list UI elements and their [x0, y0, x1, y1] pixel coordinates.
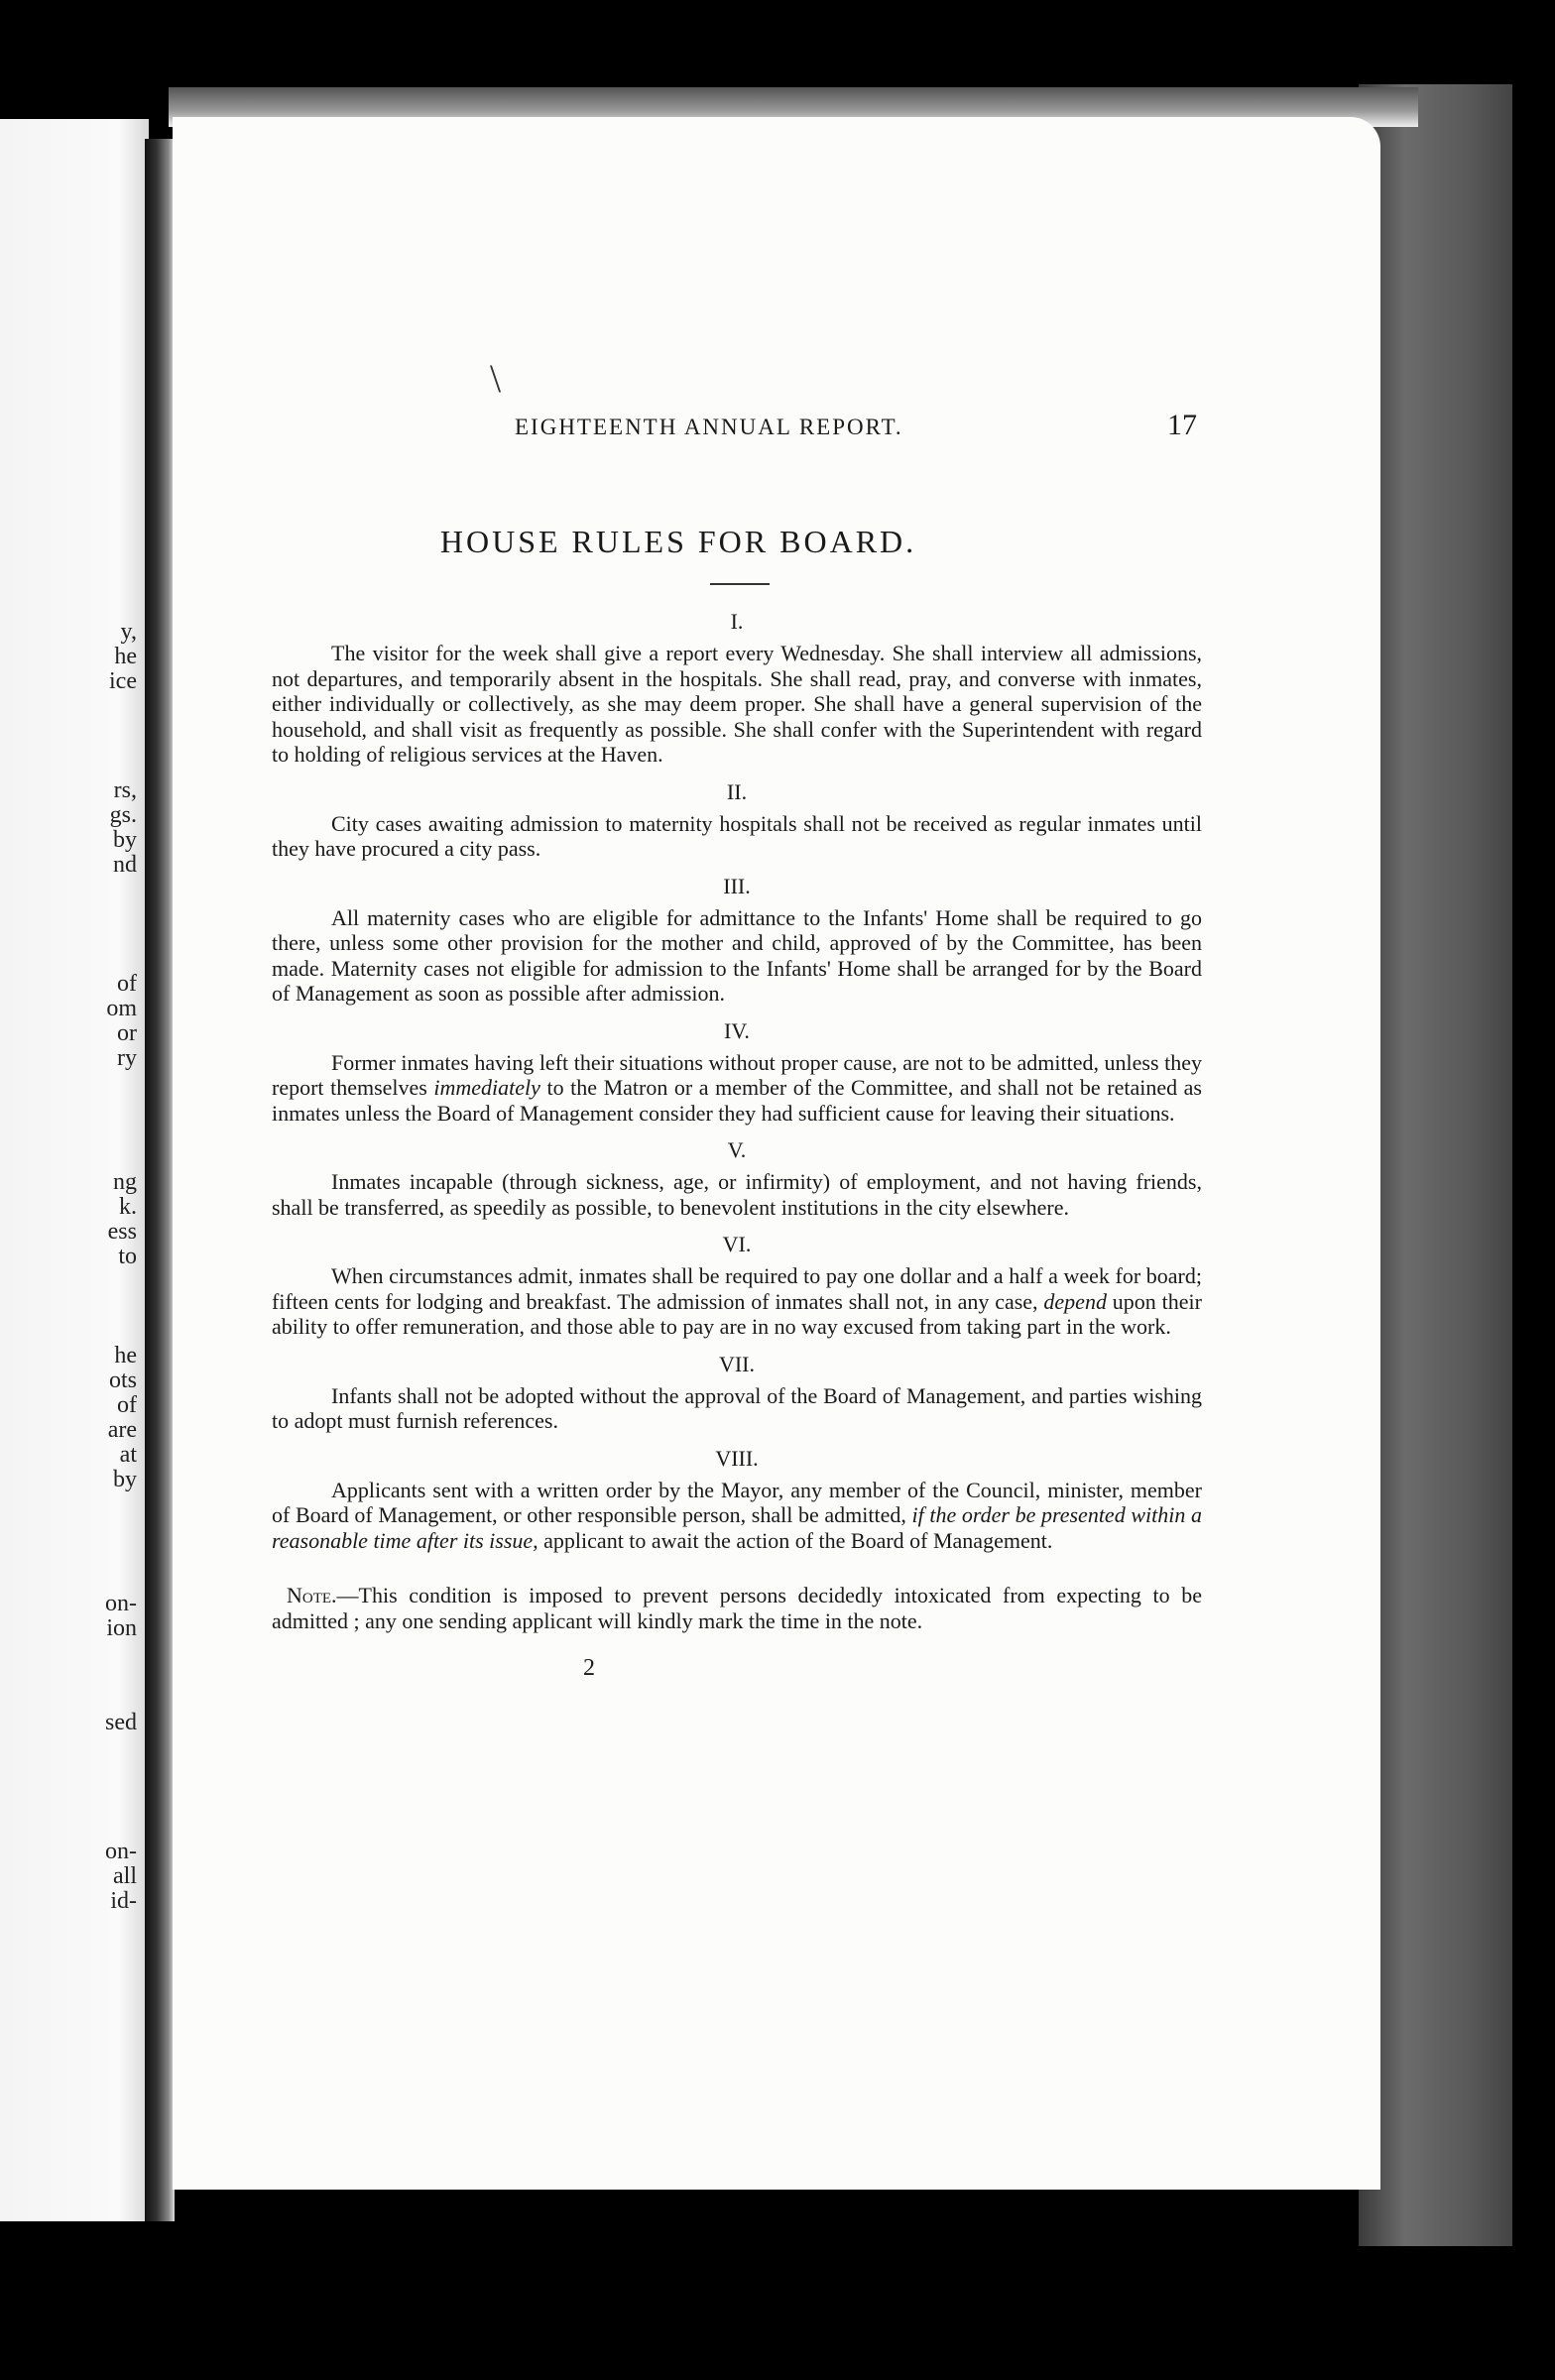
fragment-line: to — [118, 1244, 137, 1269]
rule-text — [272, 1263, 1202, 1340]
fragment-line: are — [107, 1417, 137, 1443]
page-number: 17 — [1167, 409, 1197, 441]
rule-text — [272, 1050, 1202, 1127]
fragment-line: all — [113, 1863, 137, 1889]
rule-text-part: applicant to await the action of the Board of Management. — [538, 1527, 1053, 1553]
rule-item — [272, 1135, 1202, 1220]
previous-page-fragment — [0, 119, 149, 2221]
rule-text — [272, 1478, 1202, 1554]
rule-text-part: upon their ability to offer remuneration, and those able to pay are in no way excused from taking part in the work. — [272, 1288, 1202, 1339]
fragment-line: rs, — [113, 777, 137, 803]
rule-item — [272, 607, 1202, 768]
rule-text: The visitor for the week shall give a report every Wednesday. She shall interview all admissions, not departures, and temporarily absent in the hospitals. She shall read, pray, and converse with inmates, either individually or collectively, as she may deem proper. She shall have a general supervision of the household, and shall visit as frequently as possible. She shall confer with the Superintendent with regard to holding of religious services at the Haven. — [272, 641, 1202, 767]
document-page — [173, 117, 1380, 2190]
rule-text: All maternity cases who are eligible for admittance to the Infants' Home shall be required to go there, unless some other provision for the mother and child, approved of by the Committee, has been made. Maternity cases not eligible for admission to the Infants' Home shall be arranged for by the Board of Management as soon as possible after admission. — [272, 904, 1202, 1006]
rule-text-part: to the Matron or a member of the Committee, and shall not be retained as inmates unless the Board of Management consider they had sufficient cause for leaving their situations. — [272, 1075, 1202, 1126]
fragment-line: id- — [110, 1888, 137, 1914]
back-cover-board — [1359, 84, 1512, 2246]
rule-numeral: V. — [727, 1137, 747, 1162]
rule-text: Inmates incapable (through sickness, age, or infirmity) of employment, and not having friends, shall be transferred, as speedily as possible, to benevolent institutions in the city elsewhere. — [272, 1169, 1202, 1220]
fragment-line: by — [113, 1467, 137, 1492]
pencil-mark-icon: \ — [490, 356, 502, 401]
fragment-line: of — [117, 1392, 137, 1418]
rule-item — [272, 1016, 1202, 1127]
rule-text: City cases awaiting admission to maternity hospitals shall not be received as regular inmates until they have procured a city pass. — [272, 810, 1202, 861]
fragment-line: ng — [113, 1169, 137, 1195]
fragment-line: on- — [105, 1591, 137, 1616]
title-divider — [710, 583, 770, 585]
rule-item — [272, 872, 1202, 1007]
rule-numeral: VIII. — [715, 1445, 759, 1471]
rule-text: Infants shall not be adopted without the approval of the Board of Management, and parties wishing to adopt must furnish references. — [272, 1382, 1202, 1433]
fragment-line: he — [114, 644, 137, 669]
fragment-line: at — [119, 1442, 137, 1468]
fragment-line: ess — [107, 1219, 137, 1245]
running-head: EIGHTEENTH ANNUAL REPORT. — [515, 415, 903, 439]
rule-text-emphasis: depend — [1043, 1288, 1107, 1314]
rule-text-part: Applicants sent with a written order by the Mayor, any member of the Council, minister, member of Board of Management, or other responsible person, shall be admitted, — [272, 1477, 1202, 1527]
fragment-line: ots — [108, 1368, 137, 1393]
rule-item — [272, 1350, 1202, 1434]
signature-mark: 2 — [583, 1655, 595, 1681]
fragment-line: gs. — [109, 802, 137, 828]
fragment-line: ion — [106, 1615, 137, 1641]
fragment-line: or — [117, 1020, 137, 1046]
footnote — [272, 1583, 1202, 1633]
rule-item — [272, 1230, 1202, 1340]
note-label: Note. — [287, 1583, 337, 1607]
page-title: HOUSE RULES FOR BOARD. — [439, 524, 917, 559]
fragment-line: k. — [119, 1194, 137, 1220]
rule-text-emphasis: if the order be presented within a reasonable time after its issue, — [272, 1502, 1202, 1553]
rules-section — [272, 603, 1202, 1682]
fragment-line: ice — [109, 668, 137, 694]
rule-text-part: Former inmates having left their situations without proper cause, are not to be admitted, unless they report themselves — [272, 1049, 1202, 1100]
rule-numeral: I. — [730, 609, 744, 634]
rule-text-emphasis: immediately — [433, 1075, 540, 1100]
fragment-line: of — [117, 971, 137, 997]
rule-numeral: III. — [723, 873, 751, 898]
rule-numeral: IV. — [724, 1017, 750, 1043]
fragment-line: nd — [113, 852, 137, 878]
rule-item — [272, 1444, 1202, 1554]
rule-numeral: VI. — [722, 1232, 752, 1256]
fragment-line: sed — [105, 1710, 137, 1735]
fragment-line: by — [113, 827, 137, 853]
fragment-line: om — [106, 996, 137, 1021]
page-header — [173, 409, 1380, 454]
rule-numeral: VII. — [718, 1351, 756, 1376]
fragment-line: ry — [117, 1045, 137, 1071]
rule-item — [272, 777, 1202, 862]
book-spine — [145, 139, 175, 2221]
fragment-line: he — [114, 1343, 137, 1368]
fragment-line: on- — [105, 1839, 137, 1864]
rule-numeral: II. — [726, 778, 748, 804]
fragment-line: y, — [120, 619, 137, 645]
rule-text-part: When circumstances admit, inmates shall be required to pay one dollar and a half a week for board; fifteen cents for lodging and breakfast. The admission of inmates shall not, in any case, — [272, 1263, 1202, 1314]
note-text: —This condition is imposed to prevent persons decidedly intoxicated from expecting to be admitted ; any one sending applicant will kindly mark the time in the note. — [272, 1583, 1202, 1633]
